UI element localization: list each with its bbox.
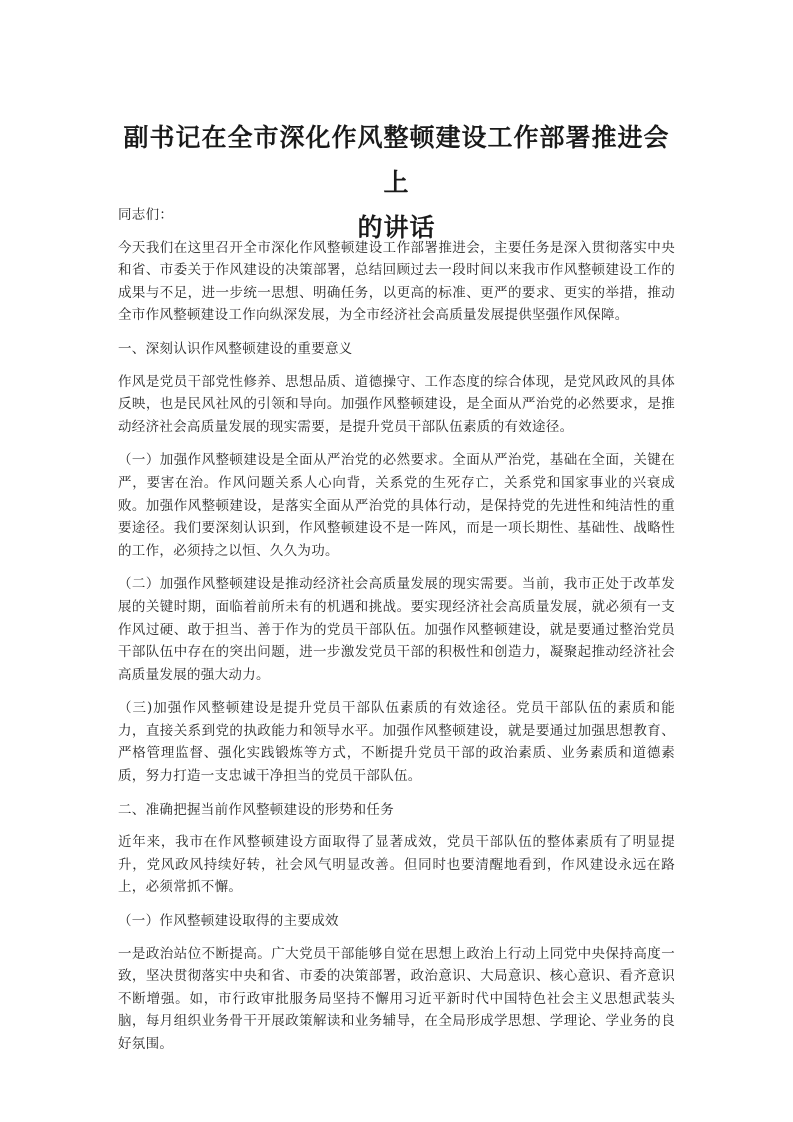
paragraph-significance: 作风是党员干部党性修养、思想品质、道德操守、工作态度的综合体现，是党风政风的具体反映，也是民风社风的引领和导向。加强作风整顿建设，是全面从严治党的必然要求，是推动经济社会高质量发展的现实需要，是提升党员干部队伍素质的有效途径。 (118, 373, 675, 435)
subsection-heading-achievements: （一）作风整顿建设取得的主要成效 (118, 913, 339, 930)
paragraph-point-3: （三)加强作风整顿建设是提升党员干部队伍素质的有效途径。党员干部队伍的素质和能力，直接关系到党的执政能力和领导水平。加强作风整顿建设，就是要通过加强思想教育、严格管理监督、强化实践锻炼等方式，不断提升党员干部的政治素质、业务素质和道德素质，努力打造一支忠诚干净担当的党员干部队伍。 (118, 700, 675, 785)
section-heading-1: 一、深刻认识作风整顿建设的重要意义 (118, 340, 353, 357)
paragraph-point-2: （二）加强作风整顿建设是推动经济社会高质量发展的现实需要。当前，我市正处于改革发展的关键时期，面临着前所未有的机遇和挑战。要实现经济社会高质量发展，就必须有一支作风过硬、敢于担当、善于作为的党员干部队伍。加强作风整顿建设，就是要通过整治党员干部队伍中存在的突出问题，进一步激发党员干部的积极性和创造力，凝聚起推动经济社会高质量发展的强大动力。 (118, 576, 675, 683)
document-body (118, 204, 675, 1067)
paragraph-point-1: （一）加强作风整顿建设是全面从严治党的必然要求。全面从严治党，基础在全面，关键在严，要害在治。作风问题关系人心向背，关系党的生死存亡，关系党和国家事业的兴衰成败。加强作风整顿建设，是落实全面从严治党的具体行动，是保持党的先进性和纯洁性的重要途径。我们要深刻认识到，作风整顿建设不是一阵风，而是一项长期性、基础性、战略性的工作，必须持之以恒、久久为功。 (118, 452, 675, 559)
title-line-1: 副书记在全市深化作风整顿建设工作部署推进会上 (123, 123, 670, 197)
paragraph-intro: 今天我们在这里召开全市深化作风整顿建设工作部署推进会，主要任务是深入贯彻落实中央和省、市委关于作风建设的决策部署，总结回顾过去一段时间以来我市作风整顿建设工作的成果与不足，进一步统一思想、明确任务，以更高的标准、更严的要求、更实的举措，推动全市作风整顿建设工作向纵深发展，为全市经济社会高质量发展提供坚强作风保障。 (118, 239, 675, 324)
paragraph-achievement-1: 一是政治站位不断提高。广大党员干部能够自觉在思想上政治上行动上同党中央保持高度一致，坚决贯彻落实中央和省、市委的决策部署，政治意识、大局意识、核心意识、看齐意识不断增强。如，市行政审批服务局坚持不懈用习近平新时代中国特色社会主义思想武装头脑，每月组织业务骨干开展政策解读和业务辅导，在全局形成学思想、学理论、学业务的良好氛围。 (118, 945, 675, 1052)
salutation: 同志们： (118, 207, 174, 223)
section-heading-2: 二、准确把握当前作风整顿建设的形势和任务 (118, 801, 394, 818)
title-line-2: 的讲话 (357, 213, 436, 242)
paragraph-situation: 近年来，我市在作风整顿建设方面取得了显著成效，党员干部队伍的整体素质有了明显提升，党风政风持续好转，社会风气明显改善。但同时也要清醒地看到，作风建设永远在路上，必须常抓不懈。 (118, 834, 675, 896)
